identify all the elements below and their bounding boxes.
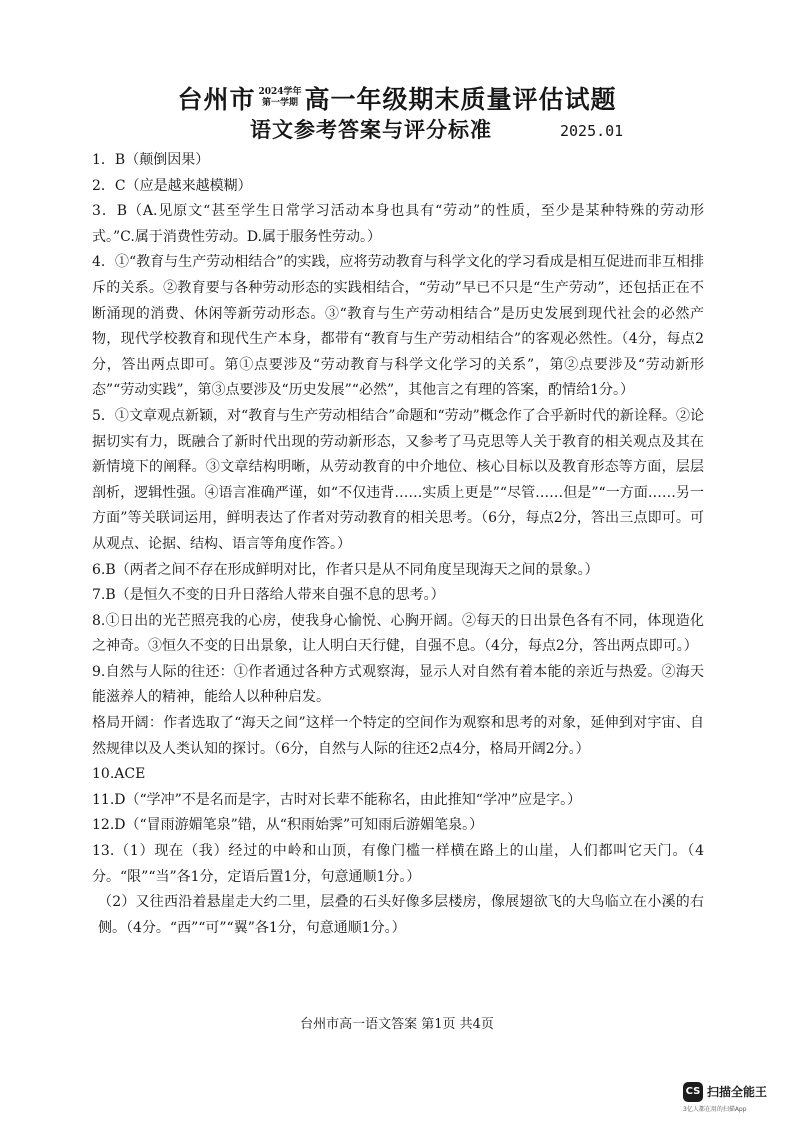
answer-8: 8.①日出的光芒照亮我的心房，使我身心愉悦、心胸开阔。②每天的日出景色各有不同，体现造化之神奇。③恒久不变的日出景象，让人明白天行健，自强不息。（4分，每点2分，答出两点即可。）	[92, 612, 704, 655]
title-year-bottom: 第一学期	[261, 98, 298, 108]
title-year-top: 2024学年	[258, 87, 302, 97]
answer-5: 5．①文章观点新颖，对“教育与生产劳动相结合”命题和“劳动”概念作了合乎新时代的新诠释。②论据切实有力，既融合了新时代出现的劳动新形态，又参考了马克思等人关于教育的相关观点及其在新情境下的阐释。③文章结构明晰，从劳动教育的中介地位、核心目标以及教育形态等方面，层层剖析，逻辑性强。④语言准确严谨，如“不仅违背……实质上更是”“尽管……但是”“一方面……另一方面”等关联词运用，鲜明表达了作者对劳动教育的相关思考。（6分，每点2分，答出三点即可。可从观点、论据、结构、语言等角度作答。）	[92, 407, 704, 552]
title-year-block	[258, 87, 301, 109]
answer-9: 9.自然与人际的往还：①作者通过各种方式观察海，显示人对自然有着本能的亲近与热爱。②海天能滋养人的精神，能给人以种种启发。	[92, 663, 704, 706]
answer-3: 3．B（A.见原文“甚至学生日常学习活动本身也具有“劳动”的性质，至少是某种特殊的劳动形式。”C.属于消费性劳动。D.属于服务性劳动。）	[92, 203, 704, 245]
document-date: 2025.01	[560, 122, 624, 140]
watermark-tagline: 3亿人都在用的扫描App	[683, 1106, 747, 1113]
answer-9-part-2: 格局开阔：作者选取了“海天之间”这样一个特定的空间作为观察和思考的对象，延伸到对宇宙、自然规律以及人类认知的探讨。（6分，自然与人际的往还2点4分，格局开阔2分。）	[92, 715, 704, 757]
title-row	[0, 80, 794, 116]
answer-7: 7.B（是恒久不变的日升日落给人带来自强不息的思考。）	[92, 587, 445, 604]
camscanner-logo-icon: CS	[683, 1082, 703, 1102]
answer-6: 6.B（两者之间不存在形成鲜明对比，作者只是从不同角度呈现海天之间的景象。）	[92, 561, 599, 578]
answer-10: 10.ACE	[92, 766, 146, 783]
answer-13-2: （2）又往西沿着悬崖走大约二里，层叠的石头好像多层楼房，像展翅欲飞的大鸟临立在小溪的右侧。（4分。“西”“可”“翼”各1分，句意通顺1分。）	[98, 894, 704, 936]
answer-1: 1．B（颠倒因果）	[92, 152, 210, 168]
answer-4: 4．①“教育与生产劳动相结合”的实践，应将劳动教育与科学文化的学习看成是相互促进而非互相排斥的关系。②教育要与各种劳动形态的实践相结合，“劳动”早已不只是“生产劳动”，还包括正在不断涌现的消费、休闲等新劳动形态。③“教育与生产劳动相结合”是历史发展到现代社会的必然产物，现代学校教育和现代生产本身，都带有“教育与生产劳动相结合”的客观必然性。（4分，每点2分，答出两点即可。第①点要涉及“劳动教育与科学文化学习的关系”，第②点要涉及“劳动新形态”“劳动实践”，第③点要涉及“历史发展”“必然”，其他言之有理的答案，酌情给1分。）	[92, 254, 704, 399]
answer-list	[92, 148, 704, 941]
watermark-name: 扫描全能王	[707, 1085, 768, 1099]
answer-11: 11.D（“学冲”不是名而是字，古时对长辈不能称名，由此推知“学冲”应是字。）	[92, 791, 582, 808]
answer-13-1: 13.（1）现在（我）经过的中岭和山顶，有像门槛一样横在路上的山崖，人们都叫它天门。（4分。“限”“当”各1分，定语后置1分，句意通顺1分。）	[92, 843, 704, 885]
title-city: 台州市	[177, 85, 256, 114]
page-subtitle: 语文参考答案与评分标准	[250, 117, 492, 142]
scanner-watermark	[683, 1078, 783, 1114]
page-footer: 台州市高一语文答案 第1页 共4页	[300, 1017, 494, 1032]
answer-2: 2．C（应是越来越模糊）	[92, 177, 252, 194]
answer-12: 12.D（“冒雨游媚笔泉”错，从“积雨始霁”可知雨后游媚笔泉。）	[92, 817, 484, 834]
page-title: 高一年级期末质量评估试题	[304, 85, 617, 114]
